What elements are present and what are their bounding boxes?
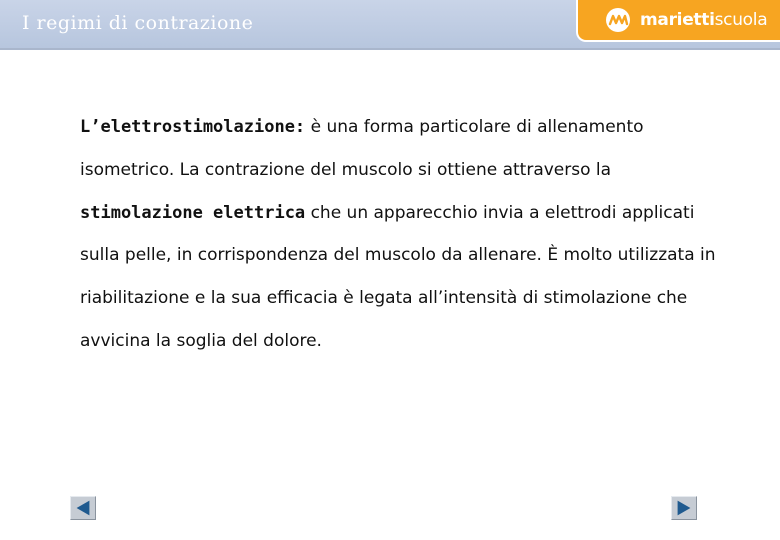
marietti-logo-icon <box>602 7 634 33</box>
definition-term: L’elettrostimolazione: <box>80 117 306 137</box>
triangle-right-icon <box>672 497 696 519</box>
logo-text-bold: marietti <box>640 10 715 30</box>
body-text-part-1: è una forma particolare di allenamento isometrico. La contrazione del muscolo si ottiene attraverso la <box>80 117 644 180</box>
publisher-logo <box>576 0 780 42</box>
body-paragraph <box>80 106 730 363</box>
triangle-left-icon <box>71 497 95 519</box>
previous-slide-button[interactable] <box>70 496 96 520</box>
next-slide-button[interactable] <box>671 496 697 520</box>
logo-text-light: scuola <box>714 10 768 30</box>
body-text-part-2: che un apparecchio invia a elettrodi applicati sulla pelle, in corrispondenza del muscolo da allenare. È molto utilizzata in riabilitazione e la sua efficacia è legata all’intensità di stimolazione che avvicina la soglia del dolore. <box>80 202 716 351</box>
emphasis-text: stimolazione elettrica <box>80 202 306 223</box>
logo-text <box>640 10 767 30</box>
slide-title: I regimi di contrazione <box>22 12 254 34</box>
